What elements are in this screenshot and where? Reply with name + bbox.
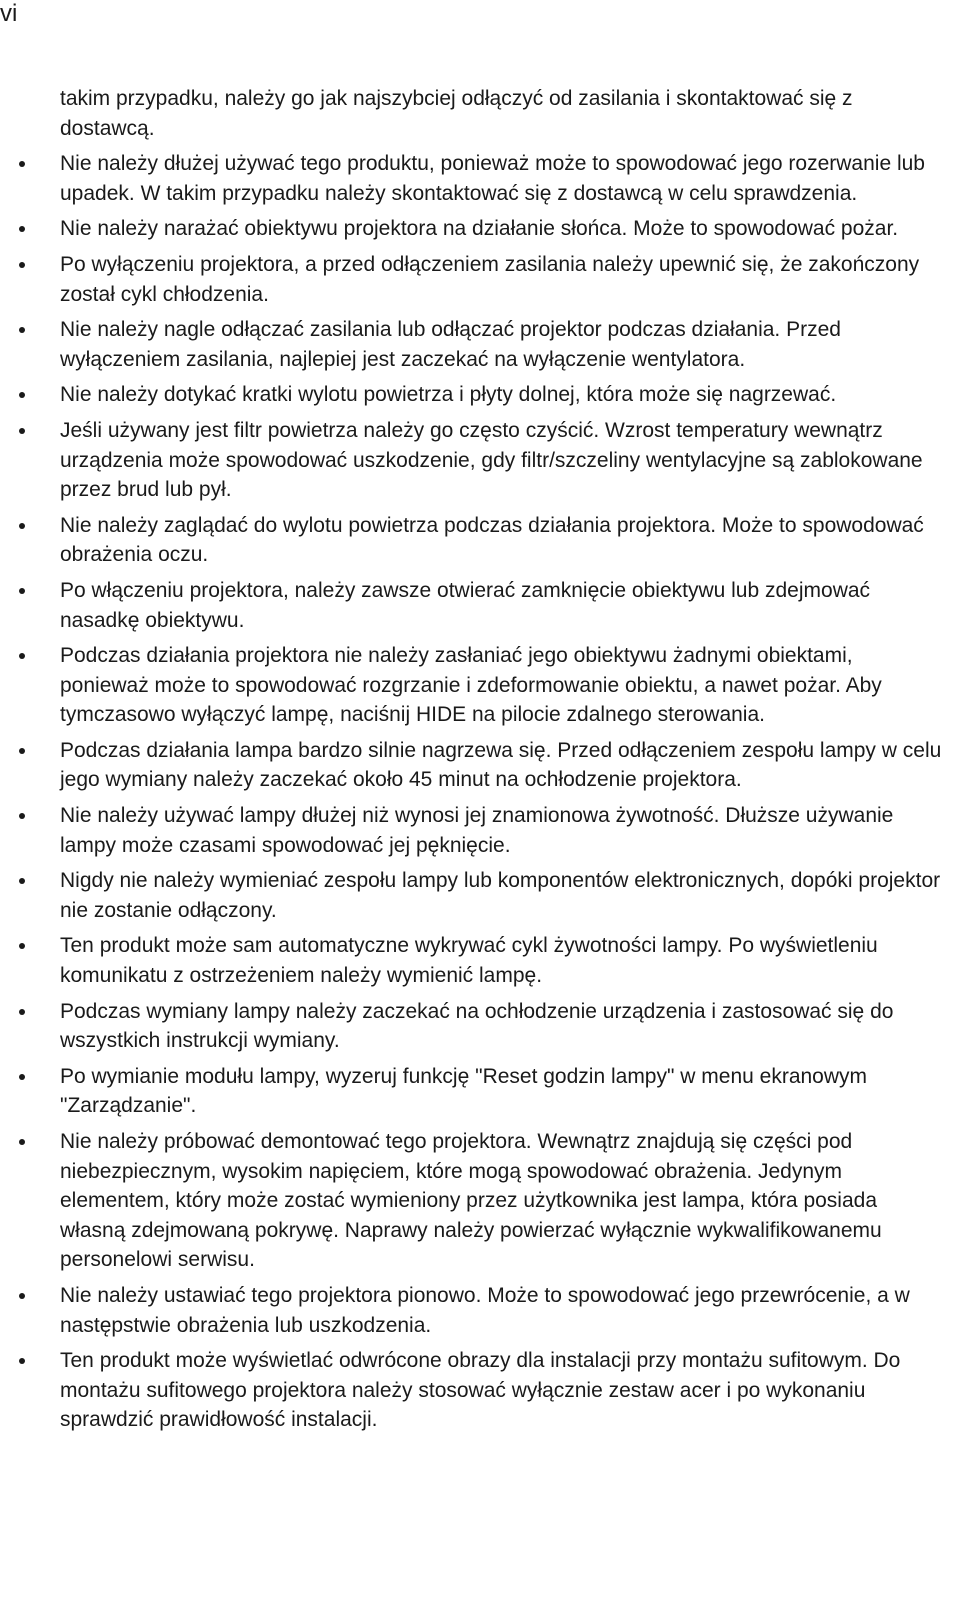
bullet-icon bbox=[19, 1358, 25, 1364]
list-item bbox=[0, 511, 960, 570]
bullet-icon bbox=[19, 262, 25, 268]
bullet-icon bbox=[19, 161, 25, 167]
list-item-text: Jeśli używany jest filtr powietrza należy go często czyścić. Wzrost temperatury wewnątrz urządzenia może spowodować uszkodzenie, gdy filtr/szczeliny wentylacyjne są zablokowane przez brud lub pył. bbox=[60, 418, 923, 502]
list-item-text: Nie należy zaglądać do wylotu powietrza podczas działania projektora. Może to spowodować obrażenia oczu. bbox=[60, 513, 924, 567]
list-item bbox=[0, 380, 960, 410]
list-item bbox=[0, 997, 960, 1056]
safety-instructions-list bbox=[0, 84, 960, 1441]
bullet-icon bbox=[19, 392, 25, 398]
list-item bbox=[0, 641, 960, 730]
list-item bbox=[0, 931, 960, 990]
bullet-icon bbox=[19, 943, 25, 949]
list-item-text: Po wyłączeniu projektora, a przed odłączeniem zasilania należy upewnić się, że zakończony został cykl chłodzenia. bbox=[60, 252, 920, 306]
bullet-icon bbox=[19, 878, 25, 884]
list-item bbox=[0, 1346, 960, 1435]
bullet-icon bbox=[19, 1293, 25, 1299]
list-item bbox=[0, 1062, 960, 1121]
list-item-text: Nie należy używać lampy dłużej niż wynosi jej znamionowa żywotność. Dłuższe używanie lampy może czasami spowodować jej pęknięcie. bbox=[60, 804, 894, 857]
bullet-icon bbox=[19, 327, 25, 333]
bullet-icon bbox=[19, 653, 25, 659]
bullet-icon bbox=[19, 588, 25, 594]
list-item-text: Podczas działania lampa bardzo silnie nagrzewa się. Przed odłączeniem zespołu lampy w celu jego wymiany należy zaczekać około 45 minut na ochłodzenie projektora. bbox=[60, 738, 942, 792]
list-item bbox=[0, 1127, 960, 1275]
list-item-text: Nie należy ustawiać tego projektora pionowo. Może to spowodować jego przewrócenie, a w następstwie obrażenia lub uszkodzenia. bbox=[60, 1283, 910, 1337]
bullet-icon bbox=[19, 523, 25, 529]
list-item-text: Ten produkt może sam automatyczne wykrywać cykl żywotności lampy. Po wyświetleniu komunikatu z ostrzeżeniem należy wymienić lampę. bbox=[60, 934, 878, 988]
list-item bbox=[0, 214, 960, 244]
page-number: vi bbox=[0, 0, 18, 27]
list-item-text: Po wymianie modułu lampy, wyzeruj funkcję "Reset godzin lampy" w menu ekranowym "Zarządzanie". bbox=[60, 1064, 868, 1118]
list-item bbox=[0, 416, 960, 505]
bullet-icon bbox=[19, 813, 25, 819]
list-item bbox=[0, 866, 960, 925]
list-item-text: Nigdy nie należy wymieniać zespołu lampy lub komponentów elektronicznych, dopóki projektor nie zostanie odłączony. bbox=[60, 869, 941, 922]
list-item bbox=[0, 315, 960, 374]
bullet-icon bbox=[19, 428, 25, 434]
list-item-text: takim przypadku, należy go jak najszybciej odłączyć od zasilania i skontaktować się z dostawcą. bbox=[60, 87, 853, 140]
list-item-text: Nie należy dłużej używać tego produktu, ponieważ może to spowodować jego rozerwanie lub upadek. W takim przypadku należy skontaktować się z dostawcą w celu sprawdzenia. bbox=[60, 152, 925, 205]
list-item-text: Nie należy narażać obiektywu projektora na działanie słońca. Może to spowodować pożar. bbox=[60, 217, 899, 241]
list-item-text: Po włączeniu projektora, należy zawsze otwierać zamknięcie obiektywu lub zdejmować nasadkę obiektywu. bbox=[60, 578, 871, 632]
bullet-icon bbox=[19, 1074, 25, 1080]
list-item bbox=[0, 1281, 960, 1340]
list-item-continuation bbox=[0, 84, 960, 143]
bullet-icon bbox=[19, 1139, 25, 1145]
list-item-text: Podczas działania projektora nie należy zasłaniać jego obiektywu żadnymi obiektami, ponieważ może to spowodować rozgrzanie i zdeformowanie obiektu, a nawet pożar. Aby tymczasowo wyłączyć lampę, naciśnij HIDE na pilocie zdalnego sterowania. bbox=[60, 644, 882, 727]
bullet-icon bbox=[19, 748, 25, 754]
list-item bbox=[0, 736, 960, 795]
list-item bbox=[0, 149, 960, 208]
list-item-text: Nie należy próbować demontować tego projektora. Wewnątrz znajdują się części pod niebezpiecznym, wysokim napięciem, które mogą spowodować obrażenia. Jedynym elementem, który może zostać wymieniony przez użytkownika jest lampa, która posiada własną zdejmowaną pokrywę. Naprawy należy powierzać wyłącznie wykwalifikowanemu personelowi serwisu. bbox=[60, 1130, 882, 1272]
list-item bbox=[0, 250, 960, 309]
list-item-text: Nie należy nagle odłączać zasilania lub odłączać projektor podczas działania. Przed wyłączeniem zasilania, najlepiej jest zaczekać na wyłączenie wentylatora. bbox=[60, 318, 841, 371]
list-item-text: Nie należy dotykać kratki wylotu powietrza i płyty dolnej, która może się nagrzewać. bbox=[60, 383, 837, 407]
list-item-text: Podczas wymiany lampy należy zaczekać na ochłodzenie urządzenia i zastosować się do wszystkich instrukcji wymiany. bbox=[60, 999, 894, 1053]
list-item bbox=[0, 576, 960, 635]
bullet-icon bbox=[19, 226, 25, 232]
list-item bbox=[0, 801, 960, 860]
list-item-text: Ten produkt może wyświetlać odwrócone obrazy dla instalacji przy montażu sufitowym. Do montażu sufitowego projektora należy stosować wyłącznie zestaw acer i po wykonaniu sprawdzić prawidłowość instalacji. bbox=[60, 1349, 901, 1432]
bullet-icon bbox=[19, 1009, 25, 1015]
